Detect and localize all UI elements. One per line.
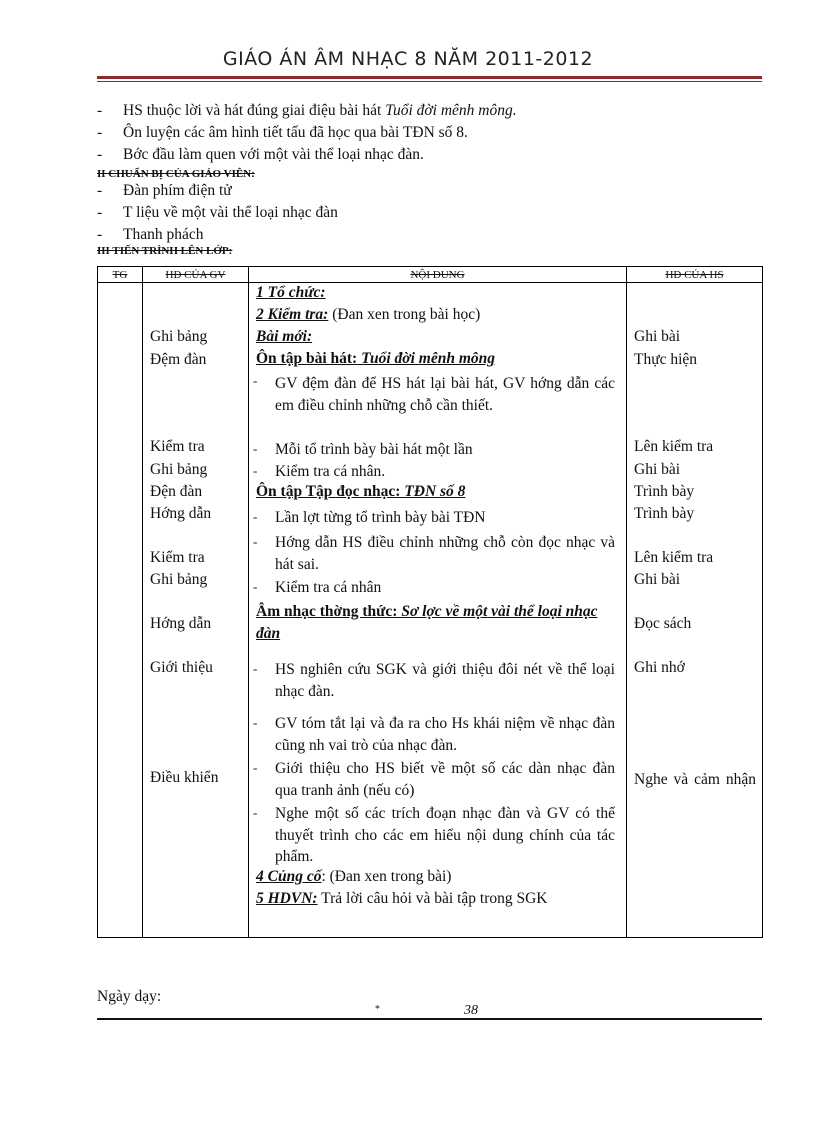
header-tg: TG bbox=[98, 267, 143, 283]
reading-review-heading: Ôn tập Tập đọc nhạc: TĐN số 8 bbox=[256, 483, 466, 500]
new-lesson-heading: Bài mới: bbox=[256, 328, 313, 345]
bullet: - bbox=[253, 805, 258, 820]
objective-item bbox=[97, 102, 517, 120]
prep-item bbox=[97, 182, 232, 200]
prep-item bbox=[97, 226, 203, 244]
gv-activity: Kiểm tra bbox=[150, 549, 205, 566]
hs-activity: Thực hiện bbox=[634, 351, 698, 368]
song-title: Tuổi đời mênh mông. bbox=[385, 102, 517, 119]
hs-activity: Lên kiểm tra bbox=[634, 549, 714, 566]
content-item: Mỗi tổ trình bày bài hát một lần bbox=[275, 441, 473, 458]
bullet: - bbox=[253, 463, 258, 478]
content-item: HS nghiên cứu SGK và giới thiệu đôi nét về thể loại nhạc đàn. bbox=[275, 661, 615, 700]
prep-text: Thanh phách bbox=[123, 226, 204, 243]
bullet: - bbox=[253, 534, 258, 549]
teaching-date-label: Ngày dạy: bbox=[97, 988, 162, 1005]
hs-activity: Trình bày bbox=[634, 483, 695, 500]
header-content: NỘI DUNG bbox=[249, 267, 627, 283]
content-item: Kiểm tra cá nhân. bbox=[275, 463, 386, 480]
music-appreciation-heading: Âm nhạc thờng thức: Sơ lợc về một vài thể loại nhạc đàn bbox=[256, 603, 598, 642]
gv-activity: Ghi bảng bbox=[150, 571, 208, 588]
section-heading-prep: II CHUẨN BỊ CỦA GIÁO VIÊN: bbox=[97, 168, 255, 180]
hs-activity: Đọc sách bbox=[634, 615, 692, 632]
hs-activity: Ghi nhớ bbox=[634, 659, 685, 676]
song-review-heading: Ôn tập bài hát: Tuổi đời mênh mông bbox=[256, 350, 496, 367]
gv-cell bbox=[143, 283, 249, 938]
content-cell bbox=[249, 283, 627, 938]
consolidation-line: 4 Củng cố: (Đan xen trong bài) bbox=[256, 868, 452, 885]
content-item: Lần lợt từng tổ trình bày bài TĐN bbox=[275, 509, 486, 526]
homework-line: 5 HDVN: Trả lời câu hỏi và bài tập trong SGK bbox=[256, 890, 548, 907]
hs-activity: Nghe và cảm nhận bbox=[634, 771, 756, 788]
prep-item bbox=[97, 204, 338, 222]
bullet: - bbox=[253, 373, 258, 388]
bullet: - bbox=[253, 509, 258, 524]
objective-text: Ôn luyện các âm hình tiết tấu đã học qua bài TĐN số 8. bbox=[123, 124, 468, 141]
hs-activity: Trình bày bbox=[634, 505, 695, 522]
header-rule-thin bbox=[97, 81, 762, 82]
bullet: - bbox=[97, 102, 103, 119]
content-item: Nghe một số các trích đoạn nhạc đàn và GV có thể thuyết trình cho các em hiểu nội dung chính của tác phẩm. bbox=[275, 805, 615, 865]
bullet: - bbox=[253, 441, 258, 456]
bullet: - bbox=[97, 182, 103, 199]
bullet: - bbox=[97, 146, 103, 163]
prep-text: T liệu về một vài thể loại nhạc đàn bbox=[123, 204, 338, 221]
section-heading-process: III TIẾN TRÌNH LÊN LỚP: bbox=[97, 245, 233, 257]
gv-activity: Ghi bảng bbox=[150, 328, 208, 345]
content-item: GV đệm đàn để HS hát lại bài hát, GV hớng dẫn các em điều chỉnh những chỗ cần thiết. bbox=[275, 375, 615, 414]
gv-activity: Hớng dẫn bbox=[150, 615, 212, 632]
lesson-table bbox=[97, 266, 763, 938]
bullet: - bbox=[97, 124, 103, 141]
org-heading: 1 Tổ chức: bbox=[256, 284, 326, 301]
table-header-row bbox=[98, 267, 763, 283]
footer-star: * bbox=[375, 1004, 380, 1015]
bullet: - bbox=[253, 760, 258, 775]
gv-activity: Kiểm tra bbox=[150, 438, 205, 455]
gv-activity: Đện đàn bbox=[150, 483, 203, 500]
table-body-row bbox=[98, 283, 763, 938]
header-gv: HĐ CỦA GV bbox=[143, 267, 249, 283]
page-number: 38 bbox=[464, 1003, 478, 1018]
prep-text: Đàn phím điện tử bbox=[123, 182, 232, 199]
content-item: Hớng dẫn HS điều chỉnh những chỗ còn đọc nhạc và hát sai. bbox=[275, 534, 615, 573]
hs-activity: Ghi bài bbox=[634, 571, 681, 588]
footer-rule bbox=[97, 1018, 762, 1020]
check-heading: 2 Kiểm tra: (Đan xen trong bài học) bbox=[256, 306, 481, 323]
gv-activity: Hớng dẫn bbox=[150, 505, 212, 522]
bullet: - bbox=[97, 204, 103, 221]
header-rule-thick bbox=[97, 76, 762, 79]
gv-activity: Giới thiệu bbox=[150, 659, 213, 676]
hs-activity: Ghi bài bbox=[634, 461, 681, 478]
bullet: - bbox=[97, 226, 103, 243]
tg-cell bbox=[98, 283, 143, 938]
objective-item bbox=[97, 124, 468, 142]
objective-text: HS thuộc lời và hát đúng giai điệu bài hát bbox=[123, 102, 386, 119]
objective-item bbox=[97, 146, 424, 164]
content-item: Kiểm tra cá nhân bbox=[275, 579, 382, 596]
gv-activity: Ghi bảng bbox=[150, 461, 208, 478]
objective-text: Bớc đầu làm quen với một vài thể loại nhạc đàn. bbox=[123, 146, 424, 163]
content-item: GV tóm tắt lại và đa ra cho Hs khái niệm về nhạc đàn cũng nh vai trò của nhạc đàn. bbox=[275, 715, 615, 754]
hs-activity: Ghi bài bbox=[634, 328, 681, 345]
bullet: - bbox=[253, 661, 258, 676]
bullet: - bbox=[253, 715, 258, 730]
hs-cell bbox=[627, 283, 763, 938]
header-hs: HĐ CỦA HS bbox=[627, 267, 763, 283]
gv-activity: Đệm đàn bbox=[150, 351, 207, 368]
hs-activity: Lên kiểm tra bbox=[634, 438, 714, 455]
page-header-title: GIÁO ÁN ÂM NHẠC 8 NĂM 2011-2012 bbox=[222, 48, 594, 70]
bullet: - bbox=[253, 579, 258, 594]
gv-activity: Điều khiển bbox=[150, 769, 219, 786]
content-item: Giới thiệu cho HS biết về một số các dàn nhạc đàn qua tranh ảnh (nếu có) bbox=[275, 760, 615, 799]
